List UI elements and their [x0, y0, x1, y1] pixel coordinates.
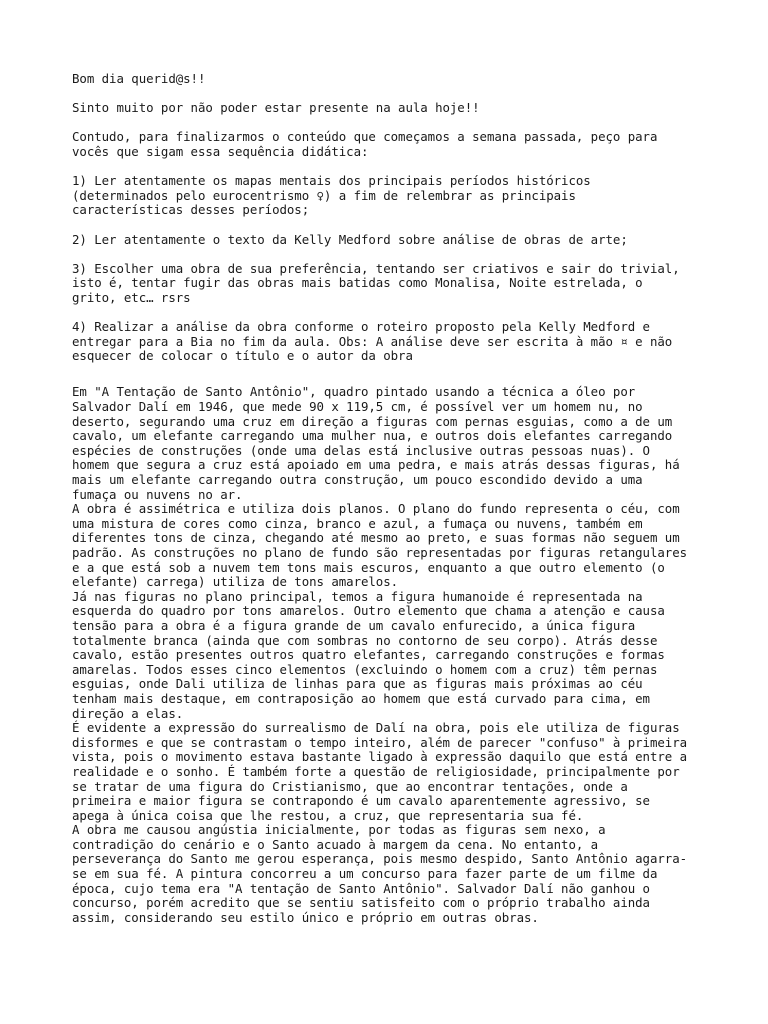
- analysis-paragraph-4: É evidente a expressão do surrealismo de Dalí na obra, pois ele utiliza de figuras disformes e que se contrastam o tempo inteiro, além de parecer "confuso" à primeira vista, pois o movimento estava bastante ligado à expressão daquilo que está entre a realidade e o sonho. É também forte a questão de religiosidade, principalmente por se tratar de uma figura do Cristianismo, que ao encontrar tentações, onde a primeira e maior figura se contrapondo é um cavalo aparentemente agressivo, se apega à única coisa que lhe restou, a cruz, que representaria sua fé.: [72, 720, 688, 823]
- analysis-paragraph-3: Já nas figuras no plano principal, temos a figura humanoide é representada na esquerda do quadro por tons amarelos. Outro elemento que chama a atenção e causa tensão para a obra é a figura grande de um cavalo enfurecido, a única figura totalmente branca (ainda que com sombras no contorno de seu corpo). Atrás desse cavalo, estão presentes outros quatro elefantes, carregando construções e formas amarelas. Todos esses cinco elementos (excluindo o homem com a cruz) têm pernas esguias, onde Dali utiliza de linhas para que as figuras mais próximas ao céu tenham mais destaque, em contraposição ao homem que está curvado para cima, em direção a elas.: [72, 588, 665, 721]
- spacer: [72, 364, 712, 379]
- step-3: 3) Escolher uma obra de sua preferência, tentando ser criativos e sair do trivial, isto é, tentar fugir das obras mais batidas como Monalisa, Noite estrelada, o grito, etc… rsrs: [72, 260, 680, 305]
- greeting-line: Bom dia querid@s!!: [72, 71, 206, 86]
- document-body: [72, 72, 712, 925]
- step-4: 4) Realizar a análise da obra conforme o roteiro proposto pela Kelly Medford e entregar para a Bia no fim da aula. Obs: A análise deve ser escrita à mão ¤ e não esquecer de colocar o título e o autor da obra: [72, 319, 673, 364]
- spacer: [72, 306, 712, 321]
- step-2: 2) Ler atentamente o texto da Kelly Medford sobre análise de obras de arte;: [72, 231, 628, 247]
- spacer: [72, 116, 712, 131]
- analysis-paragraph-1: Em "A Tentação de Santo Antônio", quadro pintado usando a técnica a óleo por Salvador Dalí em 1946, que mede 90 x 119,5 cm, é possível ver um homem nu, no deserto, segurando uma cruz em direção a figuras com pernas esguias, como a de um cavalo, um elefante carregando uma mulher nua, e outros dois elefantes carregando espécies de construções (onde uma delas está inclusive outras pessoas nuas). O homem que segura a cruz está apoiado em uma pedra, e mais atrás dessas figuras, há mais um elefante carregando outra construção, um pouco escondido devido a uma fumaça ou nuvens no ar.: [72, 384, 680, 502]
- analysis-paragraph-2: A obra é assimétrica e utiliza dois planos. O plano do fundo representa o céu, com uma mistura de cores como cinza, branco e azul, a fumaça ou nuvens, também em diferentes tons de cinza, chegando até mesmo ao preto, e suas formas não seguem um padrão. As construções no plano de fundo são representadas por figuras retangulares e a que está sob a nuvem tem tons mais escuros, enquanto a que outro elemento (o elefante) carrega) utiliza de tons amarelos.: [72, 501, 688, 590]
- analysis-paragraph-5: A obra me causou angústia inicialmente, por todas as figuras sem nexo, a contradição do cenário e o Santo acuado à margem da cena. No entanto, a perseverança do Santo me gerou esperança, pois mesmo despido, Santo Antônio agarra- se em sua fé. A pintura concorreu a um concurso para fazer parte de um filme da época, cujo tema era "A tentação de Santo Antônio". Salvador Dalí não ganhou o concurso, porém acredito que se sentiu satisfeito com o próprio trabalho ainda assim, considerando seu estilo único e próprio em outras obras.: [72, 822, 688, 925]
- spacer: [72, 160, 712, 175]
- step-1: 1) Ler atentamente os mapas mentais dos principais períodos históricos (determinados pelo eurocentrismo ♀) a fim de relembrar as principais características desses períodos;: [72, 173, 591, 218]
- spacer: [72, 218, 712, 233]
- apology-line: Sinto muito por não poder estar presente na aula hoje!!: [72, 100, 480, 116]
- spacer: [72, 247, 712, 262]
- intro-paragraph: Contudo, para finalizarmos o conteúdo que começamos a semana passada, peço para vocês que sigam essa sequência didática:: [72, 129, 658, 159]
- spacer: [72, 87, 712, 102]
